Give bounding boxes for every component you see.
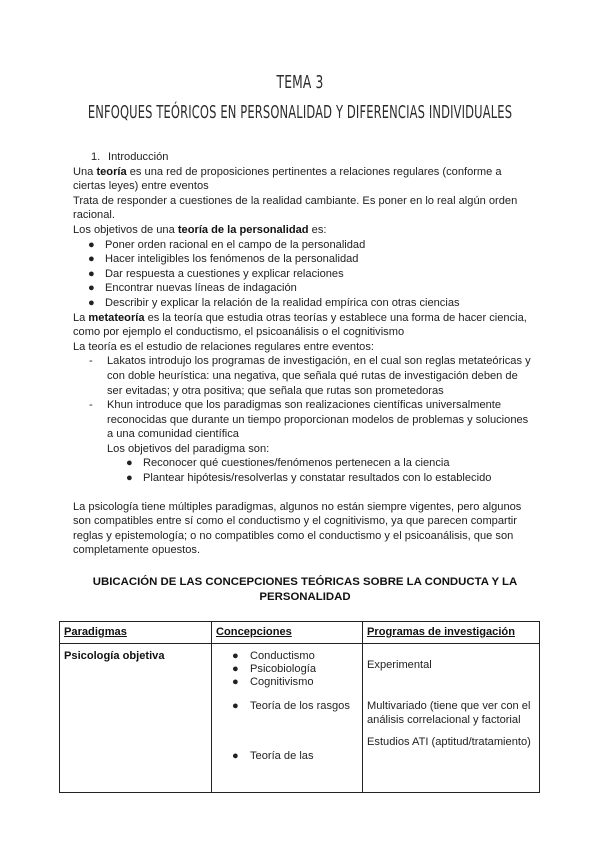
list-item xyxy=(73,398,535,442)
paradigm-label: Psicología objetiva xyxy=(64,650,165,663)
text-span: Los objetivos de una xyxy=(73,223,178,236)
concepciones-table xyxy=(59,621,540,793)
list-item-text: Describir y explicar la relación de la realidad empírica con otras ciencias xyxy=(105,296,460,309)
programa-item: Estudios ATI (aptitud/tratamiento) xyxy=(367,736,531,749)
bullet-icon: ● xyxy=(232,676,239,689)
section-heading-introduccion xyxy=(73,150,535,165)
bullet-icon: ● xyxy=(88,238,95,251)
list-item xyxy=(73,238,535,253)
bold-term-teoria: teoría xyxy=(96,165,127,178)
paragraph-metateoria xyxy=(73,311,535,340)
bullet-icon: ● xyxy=(232,663,239,676)
list-item-text: Reconocer qué cuestiones/fenómenos pertenecen a la ciencia xyxy=(143,457,450,470)
list-item-text: Psicobiología xyxy=(250,663,316,676)
paradigm-objectives-list xyxy=(73,456,535,485)
text-span: es la teoría que estudia otras teorías y establece una forma de hacer ciencia, como por ejemplo el conductismo, el psicoanálisis o el cognitivismo xyxy=(73,311,527,339)
bold-term-teoria-personalidad: teoría de la personalidad xyxy=(177,223,309,236)
table-cell-paradigm xyxy=(60,644,212,793)
section-heading-text: Introducción xyxy=(108,151,169,163)
document-subtitle: ENFOQUES TEÓRICOS EN PERSONALIDAD Y DIFERENCIAS INDIVIDUALES xyxy=(87,103,513,123)
dash-icon: - xyxy=(89,399,93,412)
spacer xyxy=(73,486,535,500)
list-item-text: Poner orden racional en el campo de la personalidad xyxy=(105,238,366,251)
paragraph-estudio-relaciones: La teoría es el estudio de relaciones regulares entre eventos: xyxy=(73,340,374,353)
paragraph-realidad: Trata de responder a cuestiones de la realidad cambiante. Es poner en lo real algún orden racional. xyxy=(73,194,518,222)
list-item-text: Hacer inteligibles los fenómenos de la personalidad xyxy=(105,253,359,266)
section-number: 1. xyxy=(91,151,101,163)
table-header-row xyxy=(60,622,540,644)
list-item xyxy=(73,296,535,311)
list-item xyxy=(73,471,535,486)
text-span: Una xyxy=(73,165,97,178)
table-row xyxy=(60,644,540,793)
column-header-concepciones: Concepciones xyxy=(212,622,363,644)
bullet-icon: ● xyxy=(88,296,95,309)
paragraph-objetivos-paradigma: Los objetivos del paradigma son: xyxy=(107,442,270,455)
list-item xyxy=(73,354,535,398)
table-cell-concepciones xyxy=(212,644,363,793)
programa-item: Multivariado (tiene que ver con el análisis correlacional y factorial xyxy=(367,700,531,726)
list-item-text: Teoría de los rasgos xyxy=(250,700,350,713)
bold-term-metateoria: metateoría xyxy=(88,311,145,324)
table-cell-programas xyxy=(363,644,540,793)
list-item-text: Cognitivismo xyxy=(250,676,314,689)
list-item xyxy=(73,252,535,267)
dash-list xyxy=(73,354,535,442)
column-header-paradigmas: Paradigmas xyxy=(60,622,212,644)
bullet-icon: ● xyxy=(232,750,239,763)
paragraph-paradigmas-psicologia: La psicología tiene múltiples paradigmas, algunos no están siempre vigentes, pero algunos son compatibles entre sí como el conductismo y el cognitivismo, ya que parecen compartir reglas y epistemología; o no compatibles como el conductismo y el psicoanálisis, que son completamente opuestos. xyxy=(73,500,522,557)
bullet-icon: ● xyxy=(126,457,133,470)
list-item xyxy=(73,267,535,282)
document-title: TEMA 3 xyxy=(276,73,324,93)
text-span: es una red de proposiciones pertinentes a relaciones regulares (conforme a ciertas leyes) entre eventos xyxy=(73,165,502,193)
bullet-icon: ● xyxy=(88,267,95,280)
dash-icon: - xyxy=(89,355,93,368)
list-item-text: Teoría de las xyxy=(250,750,314,763)
bullet-icon: ● xyxy=(88,253,95,266)
document-body xyxy=(73,150,535,558)
bullet-icon: ● xyxy=(232,650,239,663)
paragraph-teoria xyxy=(73,165,535,194)
programa-item: Experimental xyxy=(367,659,432,672)
bullet-icon: ● xyxy=(232,700,239,713)
column-header-programas: Programas de investigación xyxy=(363,622,540,644)
text-span: La xyxy=(73,311,89,324)
text-span: es: xyxy=(308,223,327,236)
list-item-text: Conductismo xyxy=(250,650,315,663)
paragraph-objetivos xyxy=(73,223,535,238)
list-item-text: Dar respuesta a cuestiones y explicar relaciones xyxy=(105,267,344,280)
bullet-icon: ● xyxy=(126,472,133,485)
list-item xyxy=(73,456,535,471)
list-item-text: Lakatos introdujo los programas de investigación, en el cual son reglas metateóricas y con doble heurística: una negativa, que señala qué rutas de investigación deben de ser evitadas; y otra positiva; que señala que rutas son prometedoras xyxy=(107,355,531,397)
list-item-text: Khun introduce que los paradigmas son realizaciones científicas universalmente reconocidas que durante un tiempo proporcionan modelos de problemas y soluciones a una comunidad científica xyxy=(107,399,529,441)
bullet-icon: ● xyxy=(88,282,95,295)
list-item xyxy=(73,281,535,296)
list-item-text: Encontrar nuevas líneas de indagación xyxy=(105,282,297,295)
list-item-text: Plantear hipótesis/resolverlas y constatar resultados con lo establecido xyxy=(143,472,492,485)
objectives-list xyxy=(73,238,535,311)
section-title: UBICACIÓN DE LAS CONCEPCIONES TEÓRICAS SOBRE LA CONDUCTA Y LA PERSONALIDAD xyxy=(92,576,518,603)
